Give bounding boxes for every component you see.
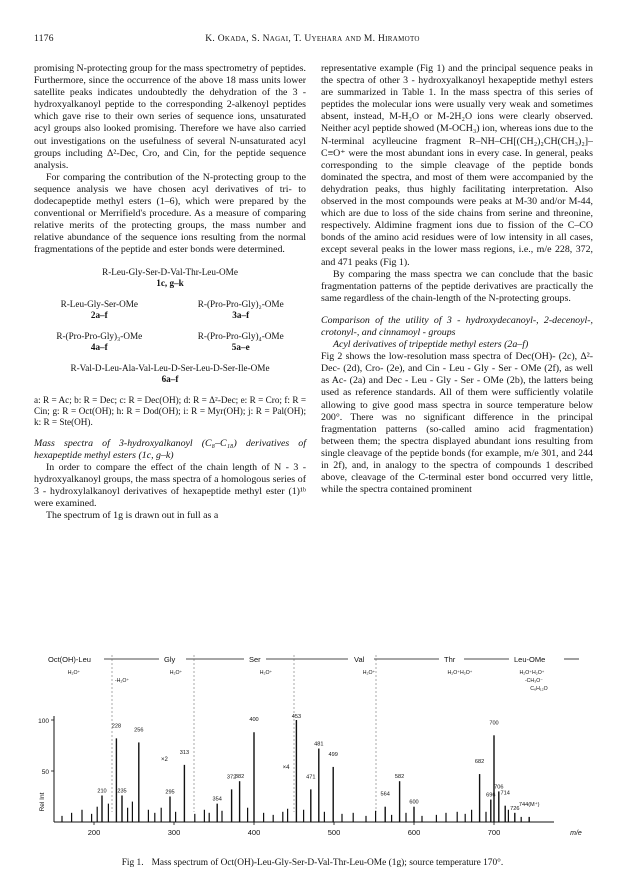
peak-label: 499 — [328, 751, 338, 758]
x-tick-label: 400 — [247, 828, 261, 837]
peak-label: 564 — [380, 791, 390, 798]
peak-label: 696 — [486, 792, 496, 799]
left-paragraph-3: In order to compare the effect of the chain length of N - 3 - hydroxyalkanoyl groups, the mass spectra of a homologous series of 3 - hydroxylalkanoyl derivatives of hexapeptide methyl ester (1)¹ᵇ were examined. — [34, 461, 306, 509]
peak-label: 471 — [306, 774, 316, 781]
peak-label: 256 — [134, 727, 144, 734]
page-number: 1176 — [34, 34, 54, 44]
peak-label: 400 — [249, 717, 259, 724]
sequence-label: Oct(OH)-Leu — [48, 655, 91, 664]
sequence-label: Gly — [164, 655, 176, 664]
fragment-label: -H₂O⁺ — [114, 678, 130, 684]
fragment-label: H₂O⁺H₂O⁺ — [519, 670, 545, 676]
fragment-label: H₂O⁺ — [169, 670, 183, 676]
x-tick-label: 200 — [87, 828, 101, 837]
peak-label: 382 — [234, 774, 245, 781]
fragment-label: H₂O⁺ — [67, 670, 81, 676]
peak-label: 228 — [111, 723, 122, 730]
peak-label: 600 — [409, 799, 419, 806]
fragment-label: -CH₃O⁻ — [524, 678, 544, 684]
running-head: K. Okada, S. Nagai, T. Uyehara and M. Hiramoto — [205, 34, 420, 44]
peak-label: 582 — [394, 774, 405, 781]
peak-label: 682 — [474, 759, 485, 766]
mass-spectrum-chart — [34, 652, 591, 852]
peak-label: 235 — [117, 788, 127, 795]
peak-label: 700 — [489, 720, 499, 727]
structure-1-formula: R-Leu-Gly-Ser-D-Val-Thr-Leu-OMe — [102, 266, 238, 277]
fragment-label: C₆H₁₂O — [530, 686, 548, 692]
x-tick-label: 300 — [167, 828, 181, 837]
y-tick-label: 100 — [38, 718, 49, 725]
y-tick-label: 50 — [41, 769, 49, 776]
structure-list — [34, 267, 306, 428]
fragment-label: H₂O⁺ — [362, 670, 376, 676]
right-paragraph-2: By comparing the mass spectra we can conclude that the basic fragmentation patterns of the peptide derivatives are practically the same regardless of the chain-length of the N-protecting groups. — [321, 268, 593, 304]
structure-2-formula: R-Leu-Gly-Ser-OMe — [60, 298, 138, 309]
peak-label: 726 — [510, 805, 520, 812]
left-paragraph-2: For comparing the contribution of the N-protecting group to the sequence analysis we have chosen acyl derivatives of tri- to dodecapeptide methyl esters (1–6), which were prepared by the conventional or Merrifield's procedure. As a measure of comparing relative merits of the protecting groups, the mass number and relative abundance of the sequence ions resulting from the normal fragmentations of the peptide and ester bonds were determined. — [34, 171, 306, 256]
structure-5-formula: R-(Pro-Pro-Gly)₄-OMe — [197, 330, 284, 341]
figure-1 — [34, 652, 591, 852]
right-column — [321, 63, 593, 496]
scale-annotation: ×2 — [160, 756, 168, 763]
sequence-label: Val — [354, 655, 365, 664]
peak-label: 481 — [314, 741, 324, 748]
y-axis-label: Rel Int — [39, 792, 46, 812]
x-tick-label: 700 — [487, 828, 501, 837]
x-tick-label: 600 — [407, 828, 421, 837]
structure-6-label: 6a–f — [161, 373, 179, 384]
figure-caption — [34, 858, 591, 868]
peak-label: 706 — [494, 784, 504, 791]
section-heading-hydroxyalkanoyl: Mass spectra of 3-hydroxyalkanoyl (C₈–C₁₈) derivatives of hexapeptide methyl esters (1c, g–k) — [34, 437, 306, 461]
right-paragraph-3: Fig 2 shows the low-resolution mass spectra of Dec(OH)- (2c), Δ²-Dec- (2d), Cro- (2e), and Cin - Leu - Gly - Ser - OMe (2f), as well as Ac- (2a) and Dec - Leu - Gly - Ser - OMe (2b), the latters being used as reference standards. All of them were sufficiently volatile allowing to give good mass spectra in source temperature below 200°. There was no significant difference in the principal fragmentation patterns (so-called amino acid fragmentation) between them; the spectra displayed abundant ions resulting from single cleavage of the peptide bonds (for example, m/e 301, and 244 in 2f), and, in analogy to the spectra of compounds 1 described above, cleavage of the C-terminal ester bond occurred very little, while the spectra contained prominent — [321, 351, 593, 496]
structure-1-label: 1c, g–k — [156, 277, 184, 288]
peak-label: 744(M⁺) — [518, 801, 540, 808]
figure-caption-text: Mass spectrum of Oct(OH)-Leu-Gly-Ser-D-Val-Thr-Leu-OMe (1g); source temperature 170°. — [151, 858, 504, 868]
fragment-label: H₂O⁺ — [259, 670, 273, 676]
peak-label: 372 — [226, 774, 237, 781]
page-header — [34, 34, 591, 48]
structure-6-formula: R-Val-D-Leu-Ala-Val-Leu-D-Ser-Leu-D-Ser-Ile-OMe — [70, 362, 270, 373]
peak-label: 295 — [165, 789, 175, 796]
r-group-legend: a: R = Ac; b: R = Dec; c: R = Dec(OH); d: R = Δ²-Dec; e: R = Cro; f: R = Cin; g: R = Oct(OH); h: R = Dod(OH); i: R = Myr(OH); j: R = Pal(OH); k: R = Ste(OH). — [34, 394, 306, 427]
left-paragraph-1: promising N-protecting group for the mass spectrometry of peptides. Furthermore, since the occurrence of the above 18 mass units lower satellite peaks indicates undoubtedly the dehydration of the 3 - hydroxyalkanoyl peptide to the corresponding 2-alkenoyl peptides which gave rise to their own series of sequence ions, unsaturated acyl groups also looked promising. Therefore we have also carried out investigations on the usefulness of several N-unsaturated acyl groups including Δ²-Dec, Cro, and Cin, for the peptide sequence analysis. — [34, 63, 306, 171]
sequence-label: Ser — [249, 655, 261, 664]
section-heading-comparison: Comparison of the utility of 3 - hydroxydecanoyl-, 2-decenoyl-, crotonyl-, and cinnamoyl - groups — [321, 314, 593, 338]
x-tick-label: 500 — [327, 828, 341, 837]
structure-3-formula: R-(Pro-Pro-Gly)₂-OMe — [197, 298, 284, 309]
fragment-label: H₂O⁺H₂O⁺ — [447, 670, 473, 676]
peak-label: 714 — [500, 790, 510, 797]
structure-3-label: 3a–f — [232, 309, 250, 320]
sequence-label: Leu-OMe — [514, 655, 546, 664]
structure-5-label: 5a–e — [231, 341, 250, 352]
scale-annotation: ×4 — [282, 764, 290, 771]
sequence-label: Thr — [444, 655, 456, 664]
x-axis-label: m/e — [570, 830, 582, 837]
right-paragraph-1: representative example (Fig 1) and the principal sequence peaks in the spectra of other 3 - hydroxyalkanoyl hexapeptide methyl esters are summarized in Table 1. In the mass spectra of this series of peptides the molecular ions were usually very weak and sometimes absent, instead, M-H₂O or M-2H₂O ions were clearly observed. Neither acyl peptide showed (M-OCH₃) ion, whereas ions due to the N-terminal acylleucine fragment R–NH–CH[(CH₂)₂CH(CH₃)₂]–C≡O⁺ were the most abundant ions in every case. In general, peaks corresponding to the simple cleavage of the peptide bonds dominated the spectra, and most of them were accompanied by the dehydration peaks, thus highly facilitating interpretation. Also observed in the most compounds were peaks at M-30 and/or M-44, which are due to loss of the side chains from serine and threonine, respectively. Aldimine fragment ions due to fission of the C–CO bonds of the amino acid residues were of low intensity in all cases, except several peaks in the lower mass regions, i.e., m/e 228, 372, and 471 peaks (Fig 1). — [321, 63, 593, 268]
structure-4-label: 4a–f — [90, 341, 108, 352]
figure-caption-label: Fig 1. — [121, 858, 144, 868]
left-paragraph-4: The spectrum of 1g is drawn out in full as a — [46, 510, 219, 522]
peak-label: 313 — [179, 749, 190, 756]
subsection-heading-tripeptide: Acyl derivatives of tripeptide methyl esters (2a–f) — [333, 339, 529, 351]
peak-label: 354 — [212, 796, 222, 803]
left-column — [34, 63, 306, 522]
peak-label: 453 — [291, 714, 302, 720]
structure-2-label: 2a–f — [90, 309, 108, 320]
structure-4-formula: R-(Pro-Pro-Gly)₃-OMe — [56, 330, 143, 341]
peak-label: 210 — [97, 788, 107, 795]
